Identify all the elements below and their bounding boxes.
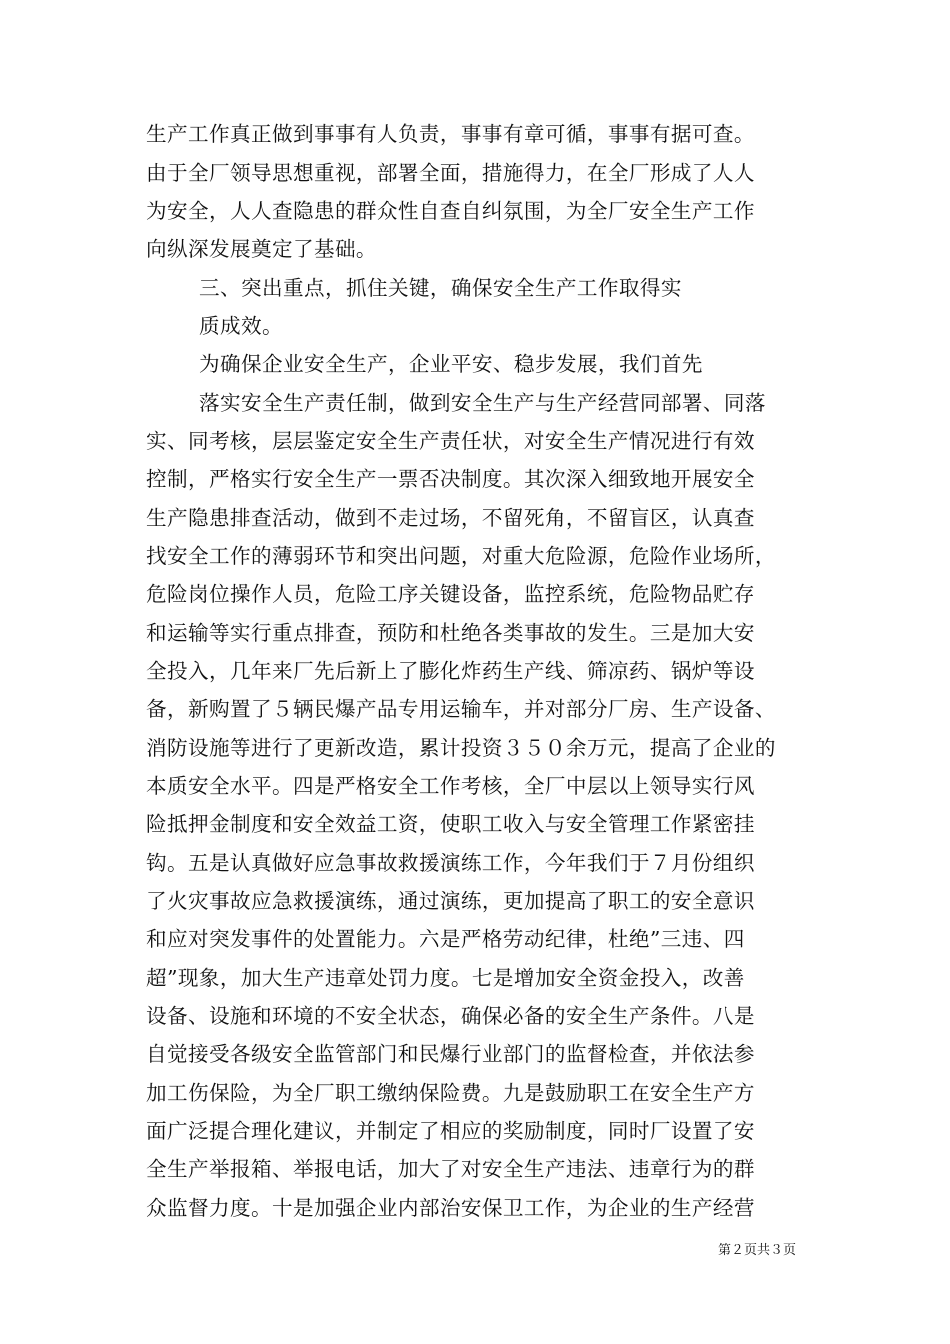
page-number-footer: 第２页共３页 — [718, 1243, 797, 1258]
text-line: 面广泛提合理化建议，并制定了相应的奖励制度，同时厂设置了安 — [146, 1119, 755, 1143]
text-line: 为安全，人人查隐患的群众性自查自纠氛围，为全厂安全生产工作 — [146, 199, 755, 223]
text-line: 和应对突发事件的处置能力。六是严格劳动纪律，杜绝”三违、四 — [146, 927, 745, 951]
text-line: 消防设施等进行了更新改造，累计投资３５０余万元，提高了企业的 — [146, 736, 776, 760]
text-line: 设备、设施和环境的不安全状态，确保必备的安全生产条件。八是 — [146, 1004, 755, 1028]
text-line: 全投入，几年来厂先后新上了膨化炸药生产线、筛凉药、锅炉等设 — [146, 659, 755, 683]
text-line: 险抵押金制度和安全效益工资，使职工收入与安全管理工作紧密挂 — [146, 812, 755, 836]
text-line: 由于全厂领导思想重视，部署全面，措施得力，在全厂形成了人人 — [146, 161, 755, 185]
text-line: 危险岗位操作人员，危险工序关键设备，监控系统，危险物品贮存 — [146, 582, 755, 606]
text-line: 落实安全生产责任制，做到安全生产与生产经营同部署、同落 — [199, 391, 766, 415]
text-line: 备，新购置了５辆民爆产品专用运输车，并对部分厂房、生产设备、 — [146, 697, 776, 721]
text-line: 钩。五是认真做好应急事故救援演练工作，今年我们于７月份组织 — [146, 851, 755, 875]
text-line: 生产隐患排查活动，做到不走过场，不留死角，不留盲区，认真查 — [146, 506, 755, 530]
text-line: 控制，严格实行安全生产一票否决制度。其次深入细致地开展安全 — [146, 467, 755, 491]
text-line: 实、同考核，层层鉴定安全生产责任状，对安全生产情况进行有效 — [146, 429, 755, 453]
section-heading-line: 质成效。 — [199, 314, 283, 338]
text-line: 和运输等实行重点排查，预防和杜绝各类事故的发生。三是加大安 — [146, 621, 755, 645]
text-line: 全生产举报箱、举报电话，加大了对安全生产违法、违章行为的群 — [146, 1157, 755, 1181]
text-line: 为确保企业安全生产，企业平安、稳步发展，我们首先 — [199, 352, 703, 376]
text-line: 超”现象，加大生产违章处罚力度。七是增加安全资金投入，改善 — [146, 966, 745, 990]
text-line: 找安全工作的薄弱环节和突出问题，对重大危险源，危险作业场所， — [146, 544, 776, 568]
text-line: 向纵深发展奠定了基础。 — [146, 237, 377, 261]
text-line: 众监督力度。十是加强企业内部治安保卫工作，为企业的生产经营 — [146, 1196, 755, 1220]
text-line: 生产工作真正做到事事有人负责，事事有章可循，事事有据可查。 — [146, 122, 755, 146]
text-line: 加工伤保险，为全厂职工缴纳保险费。九是鼓励职工在安全生产方 — [146, 1081, 755, 1105]
text-line: 本质安全水平。四是严格安全工作考核，全厂中层以上领导实行风 — [146, 774, 755, 798]
text-line: 自觉接受各级安全监管部门和民爆行业部门的监督检查，并依法参 — [146, 1042, 755, 1066]
section-heading-line: 三、突出重点，抓住关键，确保安全生产工作取得实 — [199, 276, 682, 300]
text-line: 了火灾事故应急救援演练，通过演练，更加提高了职工的安全意识 — [146, 889, 755, 913]
